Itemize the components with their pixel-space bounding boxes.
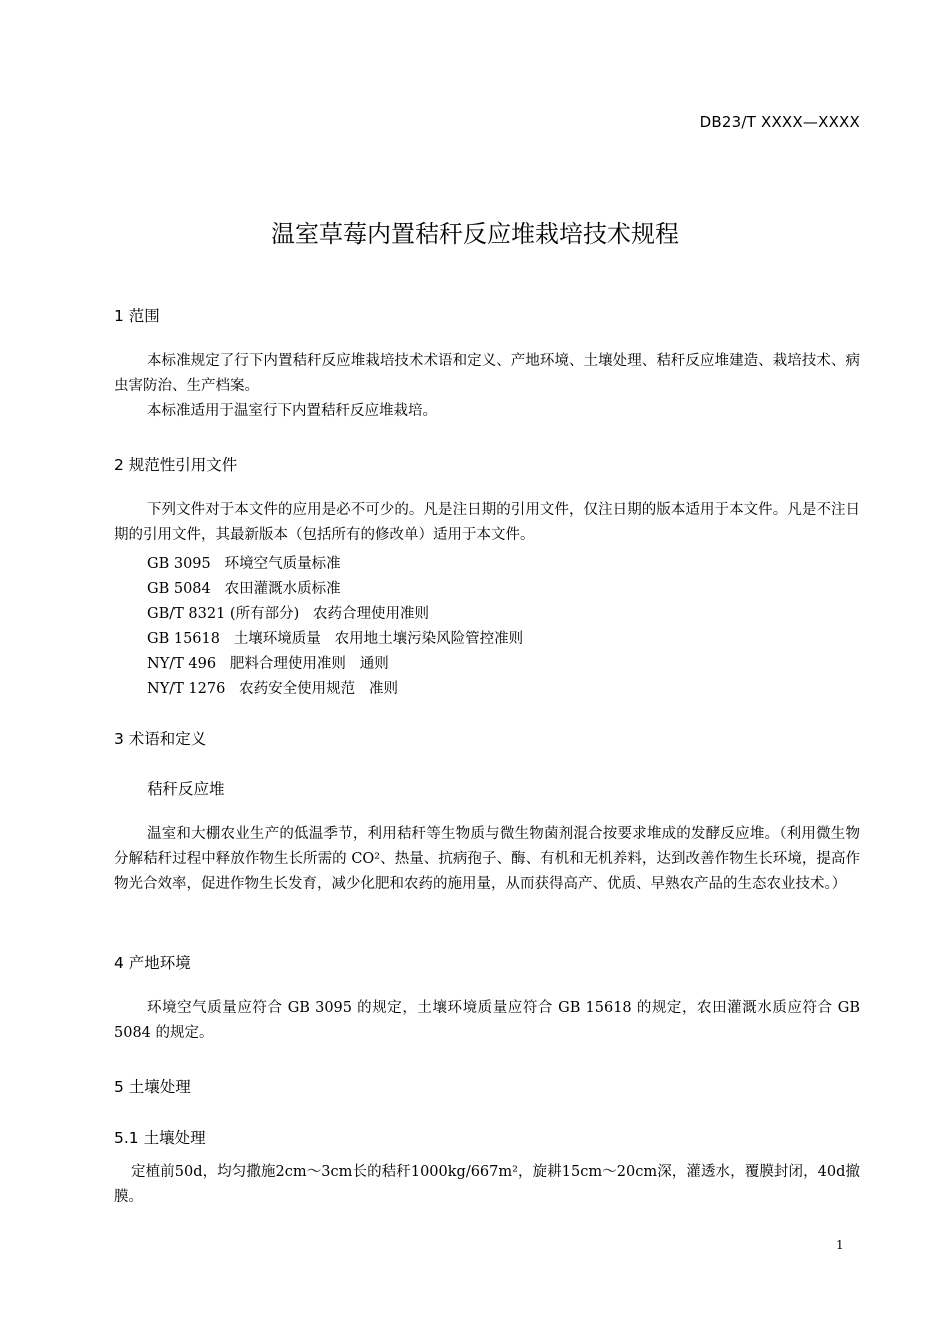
term-heading: 秸秆反应堆 [147,780,225,798]
reference-item: GB 15618 土壤环境质量 农用地土壤污染风险管控准则 [147,631,524,647]
section-1-paragraph-1: 本标准规定了行下内置秸秆反应堆栽培技术术语和定义、产地环境、土壤处理、秸秆反应堆建造、栽培技术、病虫害防治、生产档案。 [114,353,860,394]
document-title: 温室草莓内置秸秆反应堆栽培技术规程 [271,220,679,248]
reference-item: GB 5084 农田灌溉水质标准 [147,581,341,597]
section-4-heading: 4 产地环境 [114,954,191,972]
section-2-paragraph-1: 下列文件对于本文件的应用是必不可少的。凡是注日期的引用文件，仅注日期的版本适用于本文件。凡是不注日期的引用文件，其最新版本（包括所有的修改单）适用于本文件。 [114,502,860,543]
reference-item: NY/T 1276 农药安全使用规范 准则 [147,681,398,697]
section-5-1-heading: 5.1 土壤处理 [114,1129,206,1147]
section-1-paragraph-2: 本标准适用于温室行下内置秸秆反应堆栽培。 [147,403,437,419]
section-4-paragraph-1: 环境空气质量应符合 GB 3095 的规定，土壤环境质量应符合 GB 15618 的规定，农田灌溉水质应符合 GB 5084 的规定。 [114,1000,860,1041]
reference-item: GB/T 8321 (所有部分) 农药合理使用准则 [147,606,430,622]
section-1-heading: 1 范围 [114,307,160,325]
reference-item: GB 3095 环境空气质量标准 [147,556,341,572]
section-5-1-paragraph-1: 定植前50d，均匀撒施2cm～3cm长的秸秆1000kg/667m²，旋耕15cm～20cm深，灌透水，覆膜封闭，40d撤膜。 [114,1164,860,1205]
section-3-heading: 3 术语和定义 [114,730,207,748]
section-3-paragraph-1: 温室和大棚农业生产的低温季节，利用秸秆等生物质与微生物菌剂混合按要求堆成的发酵反应堆。（利用微生物分解秸秆过程中释放作物生长所需的 CO²、热量、抗病孢子、酶、有机和无机养料，达到改善作物生长环境，提高作物光合效率，促进作物生长发育，减少化肥和农药的施用量，从而获得高产、优质、早熟农产品的生态农业技术。） [114,826,860,892]
reference-item: NY/T 496 肥料合理使用准则 通则 [147,656,389,672]
document-id: DB23/T XXXX—XXXX [699,113,860,131]
section-5-heading: 5 土壤处理 [114,1078,191,1096]
section-2-heading: 2 规范性引用文件 [114,456,238,474]
page-number: 1 [836,1238,844,1252]
